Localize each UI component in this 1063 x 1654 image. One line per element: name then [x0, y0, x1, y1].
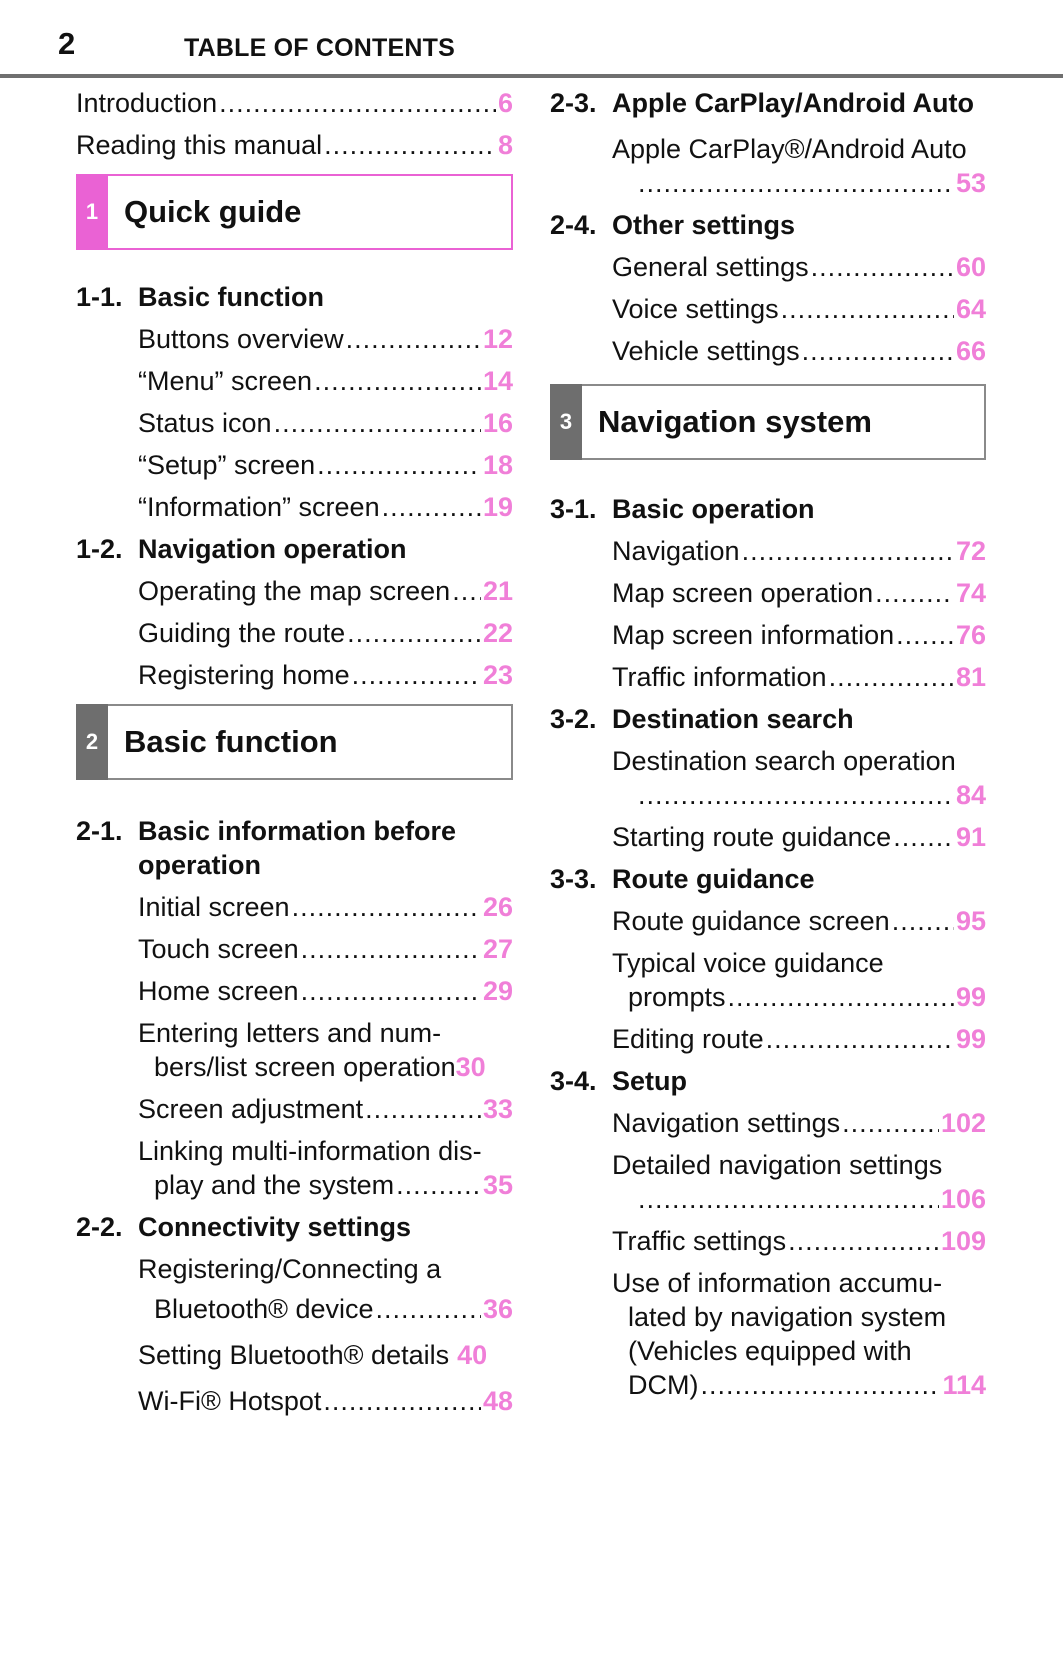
page-number: 2 — [58, 26, 76, 61]
section-3-header[interactable] — [550, 384, 986, 460]
subsection-heading[interactable] — [550, 208, 986, 242]
toc-entry-label: Vehicle settings — [612, 336, 800, 366]
toc-page-link[interactable]: 53 — [955, 168, 986, 198]
toc-entry-multiline[interactable] — [138, 1134, 513, 1202]
toc-entry[interactable] — [612, 618, 986, 652]
toc-entry[interactable] — [138, 1092, 513, 1126]
toc-page-link[interactable]: 30 — [455, 1052, 486, 1082]
toc-entry-label: Buttons overview — [138, 324, 344, 354]
dot-leader — [638, 778, 954, 812]
toc-entry-label: General settings — [612, 252, 809, 282]
toc-page-link[interactable]: 48 — [482, 1386, 513, 1416]
toc-entry[interactable] — [138, 890, 513, 924]
subsection-heading[interactable] — [550, 1064, 986, 1098]
section-number-tab: 1 — [76, 174, 108, 250]
toc-entry-label: Map screen information — [612, 620, 895, 650]
subsection-number: 1-1. — [76, 282, 123, 312]
toc-entry[interactable] — [612, 1224, 986, 1258]
toc-page-link[interactable]: 114 — [942, 1370, 986, 1400]
toc-page-link[interactable]: 19 — [482, 492, 513, 522]
toc-page-link[interactable]: 6 — [497, 88, 513, 118]
dot-leader — [352, 658, 481, 692]
toc-entry-label: Initial screen — [138, 892, 290, 922]
dot-leader — [347, 616, 481, 650]
toc-entry[interactable] — [612, 292, 986, 326]
subsection-title: Other settings — [612, 210, 796, 240]
subsection-heading[interactable] — [76, 1210, 513, 1244]
section-number-tab: 3 — [550, 384, 582, 460]
toc-entry-label: Registering/Connecting a — [138, 1254, 442, 1284]
toc-entry-label: lated by navigation system — [628, 1302, 947, 1332]
dot-leader — [314, 364, 481, 398]
dot-leader — [802, 334, 954, 368]
page-title: TABLE OF CONTENTS — [184, 34, 455, 62]
toc-page-link[interactable]: 40 — [457, 1340, 488, 1370]
toc-entry[interactable] — [612, 334, 986, 368]
toc-page-link[interactable]: 8 — [497, 130, 513, 160]
toc-entry-multiline[interactable] — [612, 946, 986, 1014]
toc-entry-label: Apple CarPlay®/Android Auto — [612, 134, 967, 164]
toc-entry-label: DCM) — [628, 1370, 699, 1400]
toc-entry-label: Traffic information — [612, 662, 827, 692]
section-number-tab: 2 — [76, 704, 108, 780]
toc-left-column — [76, 86, 513, 1426]
toc-right-column — [550, 86, 986, 1410]
dot-leader — [788, 1224, 939, 1258]
subsection-number: 3-1. — [550, 494, 597, 524]
dot-leader — [829, 660, 954, 694]
toc-page-link[interactable]: 72 — [955, 536, 986, 566]
toc-page-link[interactable]: 14 — [482, 366, 513, 396]
toc-entry[interactable] — [138, 974, 513, 1008]
toc-entry-reading-manual[interactable] — [76, 128, 513, 162]
toc-entry-introduction[interactable] — [76, 86, 513, 120]
subsection-title: Destination search — [612, 704, 854, 734]
toc-entry[interactable] — [138, 1384, 513, 1418]
toc-entry-label: Wi-Fi® Hotspot — [138, 1386, 322, 1416]
toc-entry-multiline[interactable] — [612, 1148, 986, 1216]
toc-entry-label: Navigation — [612, 536, 740, 566]
dot-leader — [274, 406, 481, 440]
toc-page-link[interactable]: 102 — [940, 1108, 986, 1138]
page-header — [0, 0, 1063, 80]
toc-page-link[interactable]: 21 — [482, 576, 513, 606]
toc-entry-label: Screen adjustment — [138, 1094, 364, 1124]
subsection-heading[interactable] — [550, 862, 986, 896]
toc-entry[interactable] — [138, 490, 513, 524]
subsection-number: 2-2. — [76, 1212, 123, 1242]
toc-page-link[interactable]: 99 — [955, 1024, 986, 1054]
toc-entry[interactable] — [612, 820, 986, 854]
toc-page-link[interactable]: 64 — [955, 294, 986, 324]
dot-leader — [317, 448, 481, 482]
toc-entry-label: “Setup” screen — [138, 450, 316, 480]
subsection-heading[interactable] — [550, 86, 986, 120]
toc-page-link[interactable]: 106 — [940, 1184, 986, 1214]
toc-entry[interactable] — [138, 448, 513, 482]
subsection-title: Setup — [612, 1066, 688, 1096]
dot-leader — [811, 250, 954, 284]
toc-entry-label: Home screen — [138, 976, 299, 1006]
toc-entry-label: “Menu” screen — [138, 366, 313, 396]
toc-page-link[interactable]: 91 — [955, 822, 986, 852]
toc-page-link[interactable]: 81 — [955, 662, 986, 692]
dot-leader — [742, 534, 954, 568]
toc-entry-label: play and the system — [154, 1170, 395, 1200]
section-title: Navigation system — [598, 404, 872, 439]
toc-entry-label: Destination search operation — [612, 746, 956, 776]
toc-entry-multiline[interactable] — [138, 1252, 513, 1326]
toc-page-link[interactable]: 84 — [955, 780, 986, 810]
toc-page-link[interactable]: 60 — [955, 252, 986, 282]
toc-entry[interactable] — [138, 364, 513, 398]
toc-entry-label: Reading this manual — [76, 130, 323, 160]
toc-page-link[interactable]: 12 — [482, 324, 513, 354]
subsection-heading[interactable] — [76, 280, 513, 314]
toc-page-link[interactable]: 23 — [482, 660, 513, 690]
toc-page-link[interactable]: 22 — [482, 618, 513, 648]
toc-entry[interactable] — [612, 1022, 986, 1056]
toc-entry[interactable] — [138, 322, 513, 356]
toc-entry-label: Setting Bluetooth® details — [138, 1340, 450, 1370]
subsection-number: 3-2. — [550, 704, 597, 734]
toc-entry-label: Introduction — [76, 88, 218, 118]
toc-entry-label: Touch screen — [138, 934, 299, 964]
toc-entry[interactable] — [138, 1338, 513, 1372]
subsection-title: Route guidance — [612, 864, 815, 894]
toc-entry-label: Operating the map screen — [138, 576, 451, 606]
toc-entry-label: Typical voice guidance — [612, 948, 884, 978]
toc-page-link[interactable]: 29 — [482, 976, 513, 1006]
section-title: Quick guide — [124, 194, 302, 229]
subsection-title: Navigation operation — [138, 534, 407, 564]
toc-entry[interactable] — [138, 406, 513, 440]
dot-leader — [219, 86, 496, 120]
subsection-title: Basic information before operation — [138, 816, 457, 880]
subsection-heading[interactable] — [76, 532, 513, 566]
toc-entry-label: “Information” screen — [138, 492, 380, 522]
toc-entry-label: Guiding the route — [138, 618, 346, 648]
toc-entry-label: bers/list screen operation — [154, 1052, 456, 1082]
dot-leader — [301, 974, 481, 1008]
toc-page-link[interactable]: 109 — [940, 1226, 986, 1256]
dot-leader — [376, 1292, 481, 1326]
toc-page-link[interactable]: 35 — [482, 1170, 513, 1200]
toc-page-link[interactable]: 66 — [955, 336, 986, 366]
subsection-title: Basic operation — [612, 494, 815, 524]
subsection-title: Basic function — [138, 282, 325, 312]
toc-entry[interactable] — [138, 616, 513, 650]
toc-entry[interactable] — [612, 904, 986, 938]
toc-entry-label: Use of information accumu- — [612, 1268, 943, 1298]
subsection-number: 2-1. — [76, 816, 123, 846]
dot-leader — [842, 1106, 939, 1140]
toc-entry[interactable] — [612, 250, 986, 284]
dot-leader — [452, 574, 481, 608]
toc-entry-label: Voice settings — [612, 294, 779, 324]
toc-entry-label: Entering letters and num- — [138, 1018, 442, 1048]
subsection-heading[interactable] — [76, 814, 513, 882]
toc-entry-multiline[interactable] — [612, 132, 986, 200]
toc-entry-label: Traffic settings — [612, 1226, 787, 1256]
toc-entry-label: Route guidance screen — [612, 906, 890, 936]
subsection-number: 3-3. — [550, 864, 597, 894]
toc-entry-label: (Vehicles equipped with — [628, 1336, 912, 1366]
toc-entry-label: Starting route guidance — [612, 822, 892, 852]
toc-page-link[interactable]: 18 — [482, 450, 513, 480]
toc-entry-label: Detailed navigation settings — [612, 1150, 943, 1180]
subsection-title: Apple CarPlay/Android Auto — [612, 88, 975, 118]
section-1-header[interactable] — [76, 174, 513, 250]
subsection-title: Connectivity settings — [138, 1212, 412, 1242]
dot-leader — [292, 890, 481, 924]
toc-entry[interactable] — [612, 1106, 986, 1140]
dot-leader — [396, 1168, 481, 1202]
toc-page-link[interactable]: 16 — [482, 408, 513, 438]
subsection-heading[interactable] — [550, 702, 986, 736]
toc-page-link[interactable]: 76 — [955, 620, 986, 650]
toc-page-link[interactable]: 36 — [482, 1294, 513, 1324]
subsection-number: 2-3. — [550, 88, 597, 118]
toc-entry-multiline[interactable] — [612, 744, 986, 812]
dot-leader — [638, 166, 954, 200]
dot-leader — [875, 576, 954, 610]
header-divider — [0, 74, 1063, 78]
toc-entry[interactable] — [138, 658, 513, 692]
subsection-number: 3-4. — [550, 1066, 597, 1096]
dot-leader — [892, 904, 954, 938]
dot-leader — [893, 820, 954, 854]
dot-leader — [700, 1368, 940, 1402]
subsection-heading[interactable] — [550, 492, 986, 526]
dot-leader — [323, 1384, 481, 1418]
dot-leader — [766, 1022, 954, 1056]
dot-leader — [346, 322, 481, 356]
dot-leader — [324, 128, 496, 162]
toc-page-link[interactable]: 95 — [955, 906, 986, 936]
toc-entry-label: Map screen operation — [612, 578, 874, 608]
section-title: Basic function — [124, 724, 338, 759]
toc-entry-label: Linking multi-information dis- — [138, 1136, 482, 1166]
toc-entry-label: Bluetooth® device — [154, 1294, 374, 1324]
toc-entry[interactable] — [612, 660, 986, 694]
toc-page-link[interactable]: 33 — [482, 1094, 513, 1124]
dot-leader — [301, 932, 481, 966]
toc-entry[interactable] — [612, 534, 986, 568]
toc-entry-label: Registering home — [138, 660, 350, 690]
dot-leader — [728, 980, 954, 1014]
toc-page-link[interactable]: 99 — [955, 982, 986, 1012]
subsection-number: 2-4. — [550, 210, 597, 240]
dot-leader — [382, 490, 481, 524]
toc-entry-label: Editing route — [612, 1024, 764, 1054]
toc-page-link[interactable]: 26 — [482, 892, 513, 922]
toc-entry[interactable] — [138, 932, 513, 966]
toc-entry-label: prompts — [628, 982, 726, 1012]
dot-leader — [896, 618, 954, 652]
toc-entry[interactable] — [138, 574, 513, 608]
dot-leader — [365, 1092, 481, 1126]
dot-leader — [638, 1182, 939, 1216]
toc-page-link[interactable]: 74 — [955, 578, 986, 608]
toc-entry-multiline[interactable] — [138, 1016, 513, 1084]
toc-entry[interactable] — [612, 576, 986, 610]
toc-entry-label: Status icon — [138, 408, 272, 438]
toc-entry-label: Navigation settings — [612, 1108, 841, 1138]
subsection-number: 1-2. — [76, 534, 123, 564]
section-2-header[interactable] — [76, 704, 513, 780]
toc-entry-multiline[interactable] — [612, 1266, 986, 1402]
toc-page-link[interactable]: 27 — [482, 934, 513, 964]
dot-leader — [781, 292, 954, 326]
